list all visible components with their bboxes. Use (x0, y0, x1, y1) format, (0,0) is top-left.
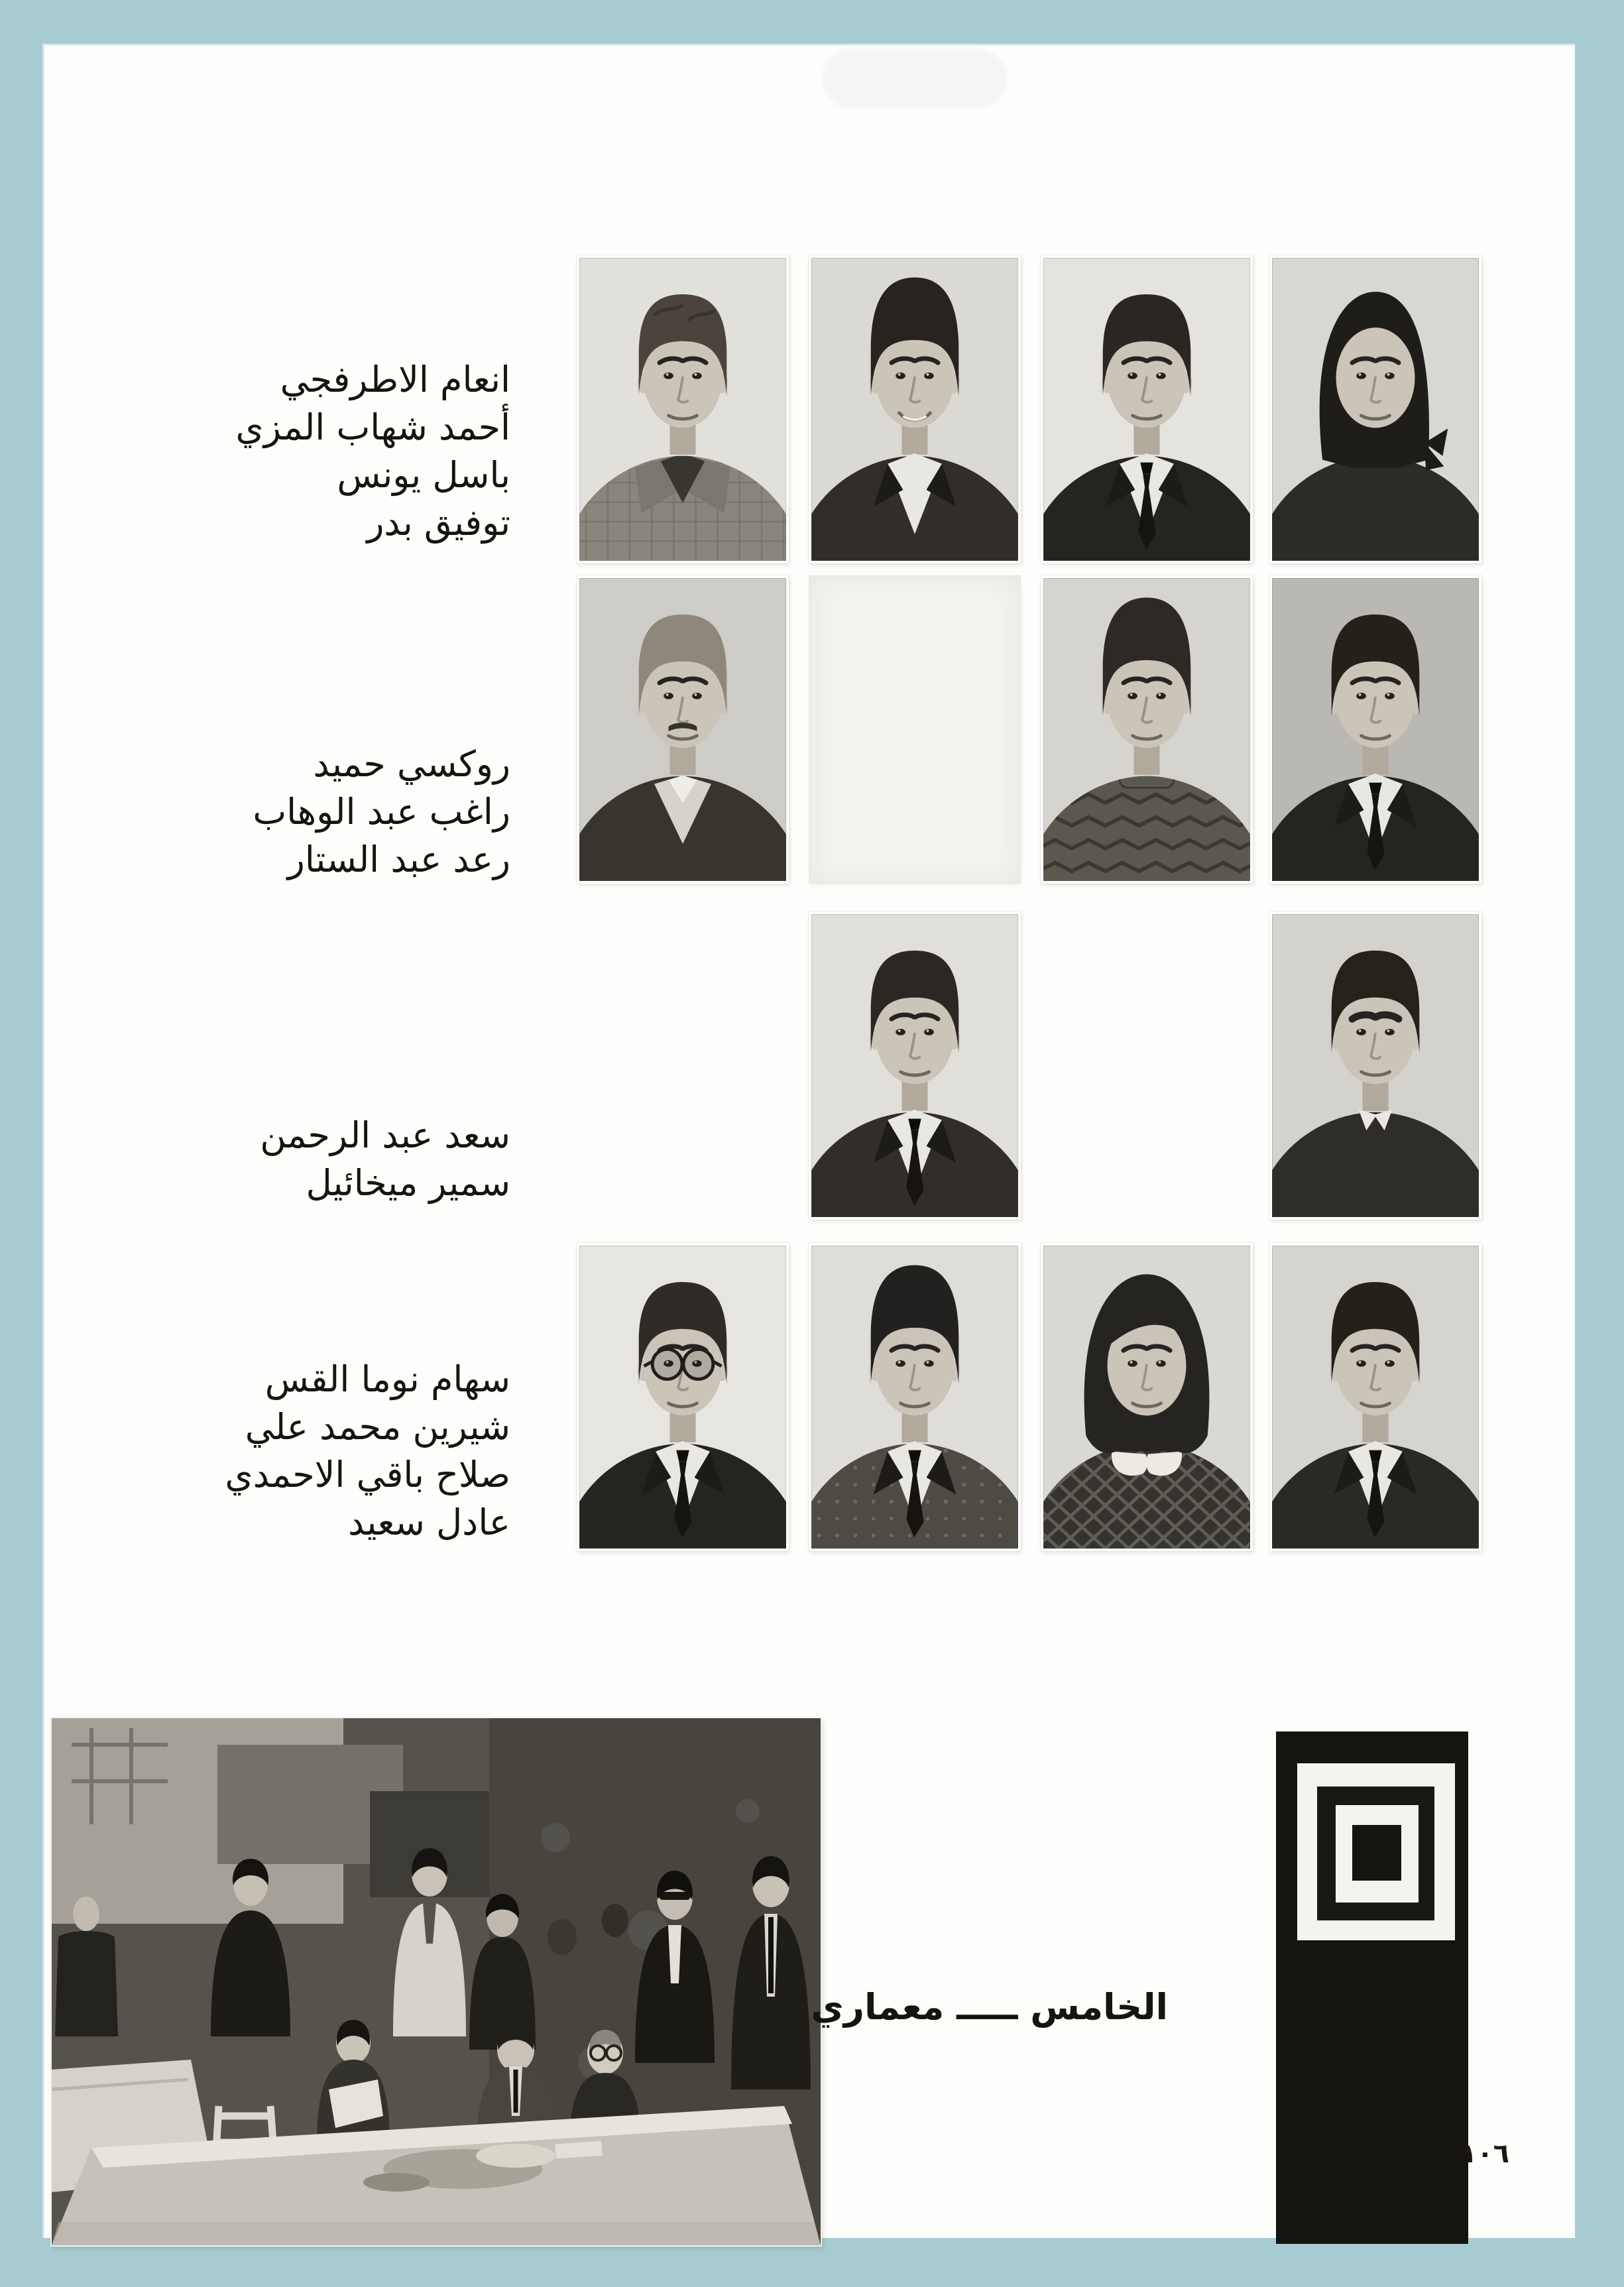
section-caption: الخامس ـــــ معماري (811, 1986, 1168, 2028)
paper-smudge (822, 49, 1008, 109)
student-name: انعام الاطرفجي (280, 359, 510, 400)
portrait-photo (1041, 1243, 1253, 1551)
group-photo (52, 1718, 821, 2245)
student-name: روكسي حميد (313, 743, 510, 785)
portrait-photo (577, 255, 789, 563)
portrait-photo (1269, 575, 1481, 884)
portrait-photo (1041, 255, 1253, 563)
student-name: صلاح باقي الاحمدي (225, 1454, 510, 1495)
name-block-4 (225, 1356, 510, 1547)
portrait-photo (1269, 255, 1481, 563)
portrait-photo (809, 911, 1021, 1220)
student-name: شيرين محمد علي (245, 1406, 510, 1448)
portrait-photo (1269, 911, 1481, 1220)
blank-photo-slot (809, 575, 1021, 884)
portrait-photo (577, 575, 789, 884)
portrait-photo (809, 255, 1021, 563)
name-block-1 (236, 356, 510, 547)
portrait-photo (809, 1243, 1021, 1551)
student-name: سمير ميخائيل (306, 1162, 510, 1204)
portrait-photo (1041, 575, 1253, 884)
name-block-3 (260, 1112, 510, 1207)
student-name: سعد عبد الرحمن (260, 1114, 510, 1156)
page-number: ١٠٦ (1460, 2139, 1509, 2169)
student-name: أحمد شهاب المزي (235, 406, 510, 448)
student-name: راغب عبد الوهاب (253, 791, 510, 833)
student-name: عادل سعيد (347, 1501, 510, 1543)
student-name: سهام نوما القس (264, 1358, 510, 1400)
student-name: توفيق بدر (367, 502, 510, 544)
student-name: باسل يونس (337, 454, 510, 496)
name-block-2 (253, 740, 510, 884)
student-name: رعد عبد الستار (287, 839, 510, 880)
portrait-photo (577, 1243, 789, 1551)
department-logo-panel (1276, 1731, 1468, 2244)
portrait-photo (1269, 1243, 1481, 1551)
